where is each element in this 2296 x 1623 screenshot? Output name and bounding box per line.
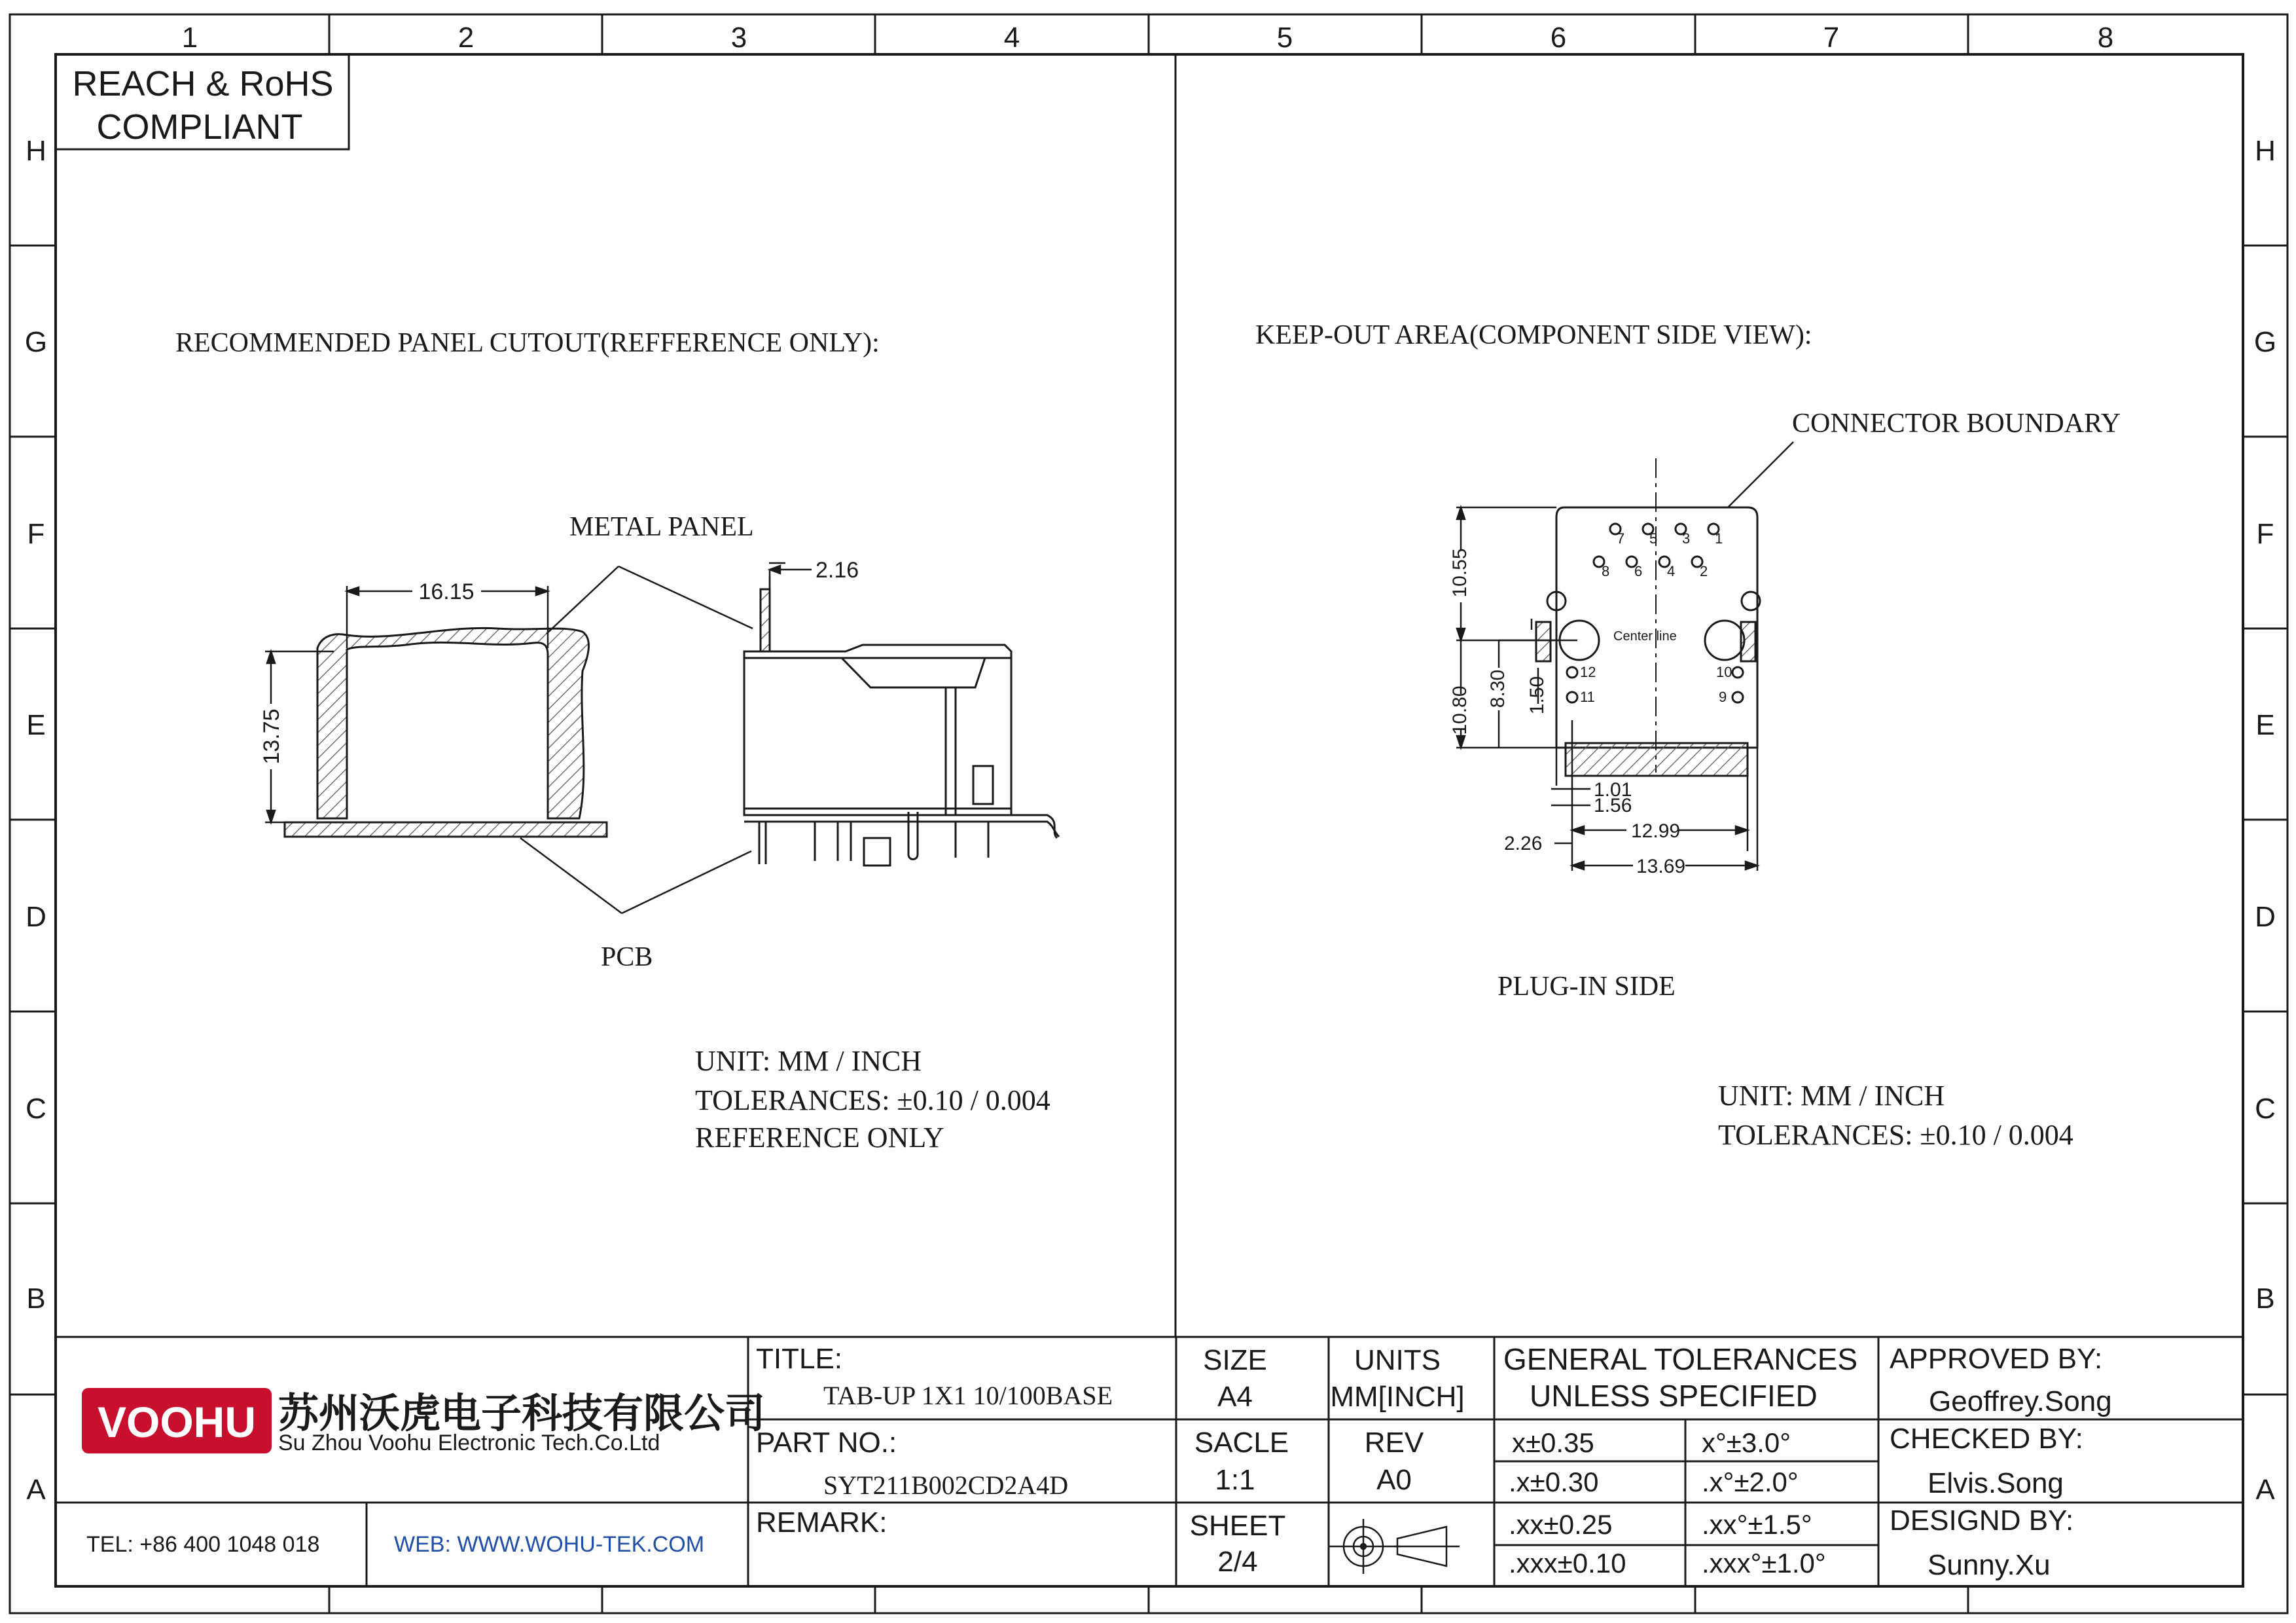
zone-row-label: C	[2255, 1093, 2276, 1125]
units-label: UNITS	[1354, 1344, 1441, 1376]
dim-label: 10.55	[1449, 548, 1471, 598]
right-notes	[1718, 1080, 2073, 1151]
left-note: TOLERANCES: ±0.10 / 0.004	[695, 1084, 1050, 1116]
zone-row-label: A	[2255, 1474, 2275, 1506]
gt-line-1: GENERAL TOLERANCES	[1503, 1342, 1858, 1376]
tolerance-cell: .xxx±0.10	[1509, 1548, 1626, 1578]
zone-col-label: 3	[730, 22, 747, 54]
pin-number: 1	[1715, 530, 1723, 547]
zone-row-label: F	[27, 518, 45, 550]
pcb-label: PCB	[601, 942, 653, 972]
boundary-leader	[1728, 442, 1793, 507]
tolerance-cell: .x±0.30	[1509, 1467, 1599, 1497]
tolerance-cell: x°±3.0°	[1702, 1427, 1791, 1458]
pin-number: 8	[1602, 563, 1610, 579]
zone-row-label: B	[2255, 1283, 2275, 1315]
title-label: TITLE:	[756, 1343, 843, 1375]
zone-row-label: F	[2256, 518, 2274, 550]
tolerance-cell: .xx±0.25	[1509, 1509, 1613, 1540]
zone-row-label: D	[26, 901, 46, 933]
part-label: PART NO.:	[756, 1427, 897, 1459]
connector-side-view	[744, 563, 1059, 866]
web-link[interactable]: WEB: WWW.WOHU-TEK.COM	[394, 1532, 705, 1557]
zone-row-label: D	[2255, 901, 2276, 933]
zone-col-label: 7	[1823, 22, 1840, 54]
pin-number: 5	[1649, 530, 1658, 547]
right-view	[1255, 320, 2121, 1151]
zone-col-label: 4	[1003, 22, 1020, 54]
checked-label: CHECKED BY:	[1890, 1423, 2083, 1455]
pin-number: 3	[1682, 530, 1691, 547]
dim-label: 2.26	[1504, 833, 1543, 854]
zone-col-label: 2	[457, 22, 475, 54]
metal-panel-label: METAL PANEL	[569, 512, 754, 542]
pin-number: 9	[1719, 689, 1727, 705]
size-value: A4	[1217, 1381, 1253, 1413]
right-note: UNIT: MM / INCH	[1718, 1080, 1945, 1112]
general-tolerances-header	[1503, 1342, 1857, 1413]
dim-label: 8.30	[1487, 669, 1509, 708]
dim-label: 1.50	[1526, 676, 1548, 715]
left-note: REFERENCE ONLY	[695, 1122, 944, 1154]
pin-number: 12	[1580, 664, 1596, 680]
sheet-label: SHEET	[1189, 1510, 1286, 1542]
dim-width-label: 16.15	[418, 579, 475, 604]
scale-label: SACLE	[1194, 1427, 1289, 1459]
left-notes	[695, 1045, 1050, 1154]
pin-number: 10	[1716, 664, 1732, 680]
part-number-value: SYT211B002CD2A4D	[823, 1470, 1069, 1500]
zone-row-label: E	[26, 709, 46, 741]
dim-label: 1.56	[1594, 795, 1632, 816]
metal-panel-cutout	[317, 628, 588, 818]
zone-row-label: H	[26, 135, 46, 167]
projection-symbol-icon	[1329, 1519, 1460, 1574]
designed-value: Sunny.Xu	[1928, 1549, 2051, 1581]
dim-label: 13.69	[1636, 856, 1686, 877]
zone-col-label: 1	[181, 22, 198, 54]
title-block	[56, 1337, 2243, 1586]
size-label: SIZE	[1203, 1344, 1267, 1376]
tolerance-cell: .x°±2.0°	[1702, 1467, 1799, 1497]
dim-label: 10.80	[1449, 685, 1471, 735]
designed-label: DESIGND BY:	[1890, 1504, 2074, 1537]
right-note: TOLERANCES: ±0.10 / 0.004	[1718, 1119, 2073, 1151]
dim-panel-thickness	[770, 566, 812, 589]
pin-number: 6	[1634, 563, 1643, 579]
rev-label: REV	[1364, 1427, 1424, 1459]
approval-cells	[1890, 1343, 2112, 1581]
tolerance-cell: .xx°±1.5°	[1702, 1509, 1812, 1540]
scale-value: 1:1	[1215, 1464, 1255, 1496]
left-view	[175, 328, 1059, 1154]
dim-panel-thickness-label: 2.16	[816, 558, 859, 583]
compliance-line-1: REACH & RoHS	[72, 64, 334, 103]
dim-height-label: 13.75	[259, 708, 284, 765]
company-name-en: Su Zhou Voohu Electronic Tech.Co.Ltd	[278, 1431, 660, 1455]
zone-row-label: G	[2253, 326, 2277, 358]
dim-label: 1.01	[1594, 779, 1632, 801]
left-view-heading: RECOMMENDED PANEL CUTOUT(REFFERENCE ONLY):	[175, 328, 880, 358]
zone-col-label: 8	[2097, 22, 2114, 54]
zone-row-label: C	[26, 1093, 46, 1125]
zone-row-label: H	[2255, 135, 2276, 167]
tolerance-cell: x±0.35	[1512, 1427, 1594, 1458]
connector-boundary-label: CONNECTOR BOUNDARY	[1792, 409, 2121, 439]
zone-row-label: B	[26, 1283, 46, 1315]
zone-row-label: G	[24, 326, 48, 358]
zone-labels	[25, 22, 2276, 1506]
pin-number: 4	[1667, 563, 1676, 579]
approved-value: Geoffrey.Song	[1929, 1385, 2112, 1417]
pcb-strip	[285, 822, 607, 837]
dim-label: 12.99	[1631, 820, 1681, 842]
company-name-cn: 苏州沃虎电子科技有限公司	[278, 1391, 766, 1436]
center-line-label: Center line	[1613, 629, 1677, 644]
sheet-value: 2/4	[1217, 1546, 1258, 1578]
left-note: UNIT: MM / INCH	[695, 1045, 922, 1077]
keepout-outline	[1536, 458, 1760, 776]
pin-number: 11	[1580, 689, 1595, 705]
tolerance-cell: .xxx°±1.0°	[1702, 1548, 1826, 1578]
compliance-line-2: COMPLIANT	[96, 107, 303, 147]
rev-value: A0	[1376, 1464, 1412, 1496]
pin-number: 2	[1700, 563, 1708, 579]
keepout-dim-labels	[1449, 548, 1685, 877]
logo-text: VOOHU	[97, 1398, 257, 1446]
plug-in-label: PLUG-IN SIDE	[1498, 972, 1676, 1002]
company-logo	[82, 1388, 272, 1453]
right-view-heading: KEEP-OUT AREA(COMPONENT SIDE VIEW):	[1255, 320, 1812, 350]
checked-value: Elvis.Song	[1928, 1467, 2064, 1499]
gt-line-2: UNLESS SPECIFIED	[1530, 1379, 1818, 1413]
tel-text: TEL: +86 400 1048 018	[86, 1532, 320, 1557]
zone-col-label: 5	[1276, 22, 1293, 54]
title-value: TAB-UP 1X1 10/100BASE	[823, 1381, 1113, 1410]
compliance-box	[56, 54, 349, 149]
zone-row-label: E	[2255, 709, 2275, 741]
approved-label: APPROVED BY:	[1890, 1343, 2103, 1375]
title-cells	[756, 1343, 897, 1539]
zone-row-label: A	[26, 1474, 46, 1506]
pin-number: 7	[1617, 530, 1625, 547]
spec-cells	[1190, 1344, 1465, 1578]
zone-col-label: 6	[1550, 22, 1567, 54]
remark-label: REMARK:	[756, 1506, 888, 1539]
units-value: MM[INCH]	[1330, 1381, 1465, 1413]
